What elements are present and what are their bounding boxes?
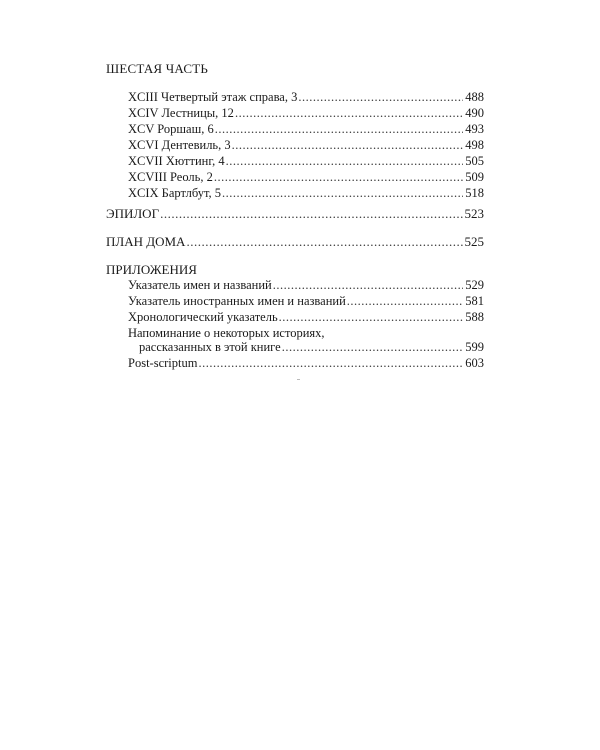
entry-page-number: 518 [465, 186, 484, 200]
dot-leader [273, 277, 463, 293]
entry-label: Указатель имен и названий [128, 278, 272, 292]
appendix-title: ПРИЛОЖЕНИЯ [106, 262, 197, 277]
entry-label: ЭПИЛОГ [106, 206, 160, 221]
entry-page-number: 599 [465, 340, 484, 354]
entry-page-number: 509 [465, 170, 484, 184]
epilogue-entry[interactable] [106, 206, 484, 222]
house-plan-entry[interactable] [106, 234, 484, 250]
postscript-entry[interactable] [128, 355, 484, 371]
dot-leader [282, 339, 463, 355]
toc-entry[interactable] [128, 293, 484, 309]
toc-entry[interactable] [128, 309, 484, 325]
dot-leader [198, 355, 463, 371]
entry-page-number: 525 [464, 234, 484, 249]
entry-page-number: 603 [465, 356, 484, 370]
entry-label: XCVIII Реоль, 2 [128, 170, 213, 184]
part-title: ШЕСТАЯ ЧАСТЬ [106, 61, 208, 76]
entry-label: ПЛАН ДОМА [106, 234, 186, 249]
toc-entry[interactable] [128, 137, 484, 153]
entry-page-number: 523 [464, 206, 484, 221]
dot-leader [160, 206, 463, 222]
entry-page-number: 490 [465, 106, 484, 120]
entry-label: Указатель иностранных имен и названий [128, 294, 346, 308]
entry-page-number: 493 [465, 122, 484, 136]
dot-leader [222, 185, 463, 201]
entry-label: XCV Роршаш, 6 [128, 122, 214, 136]
entry-page-number: 588 [465, 310, 484, 324]
toc-entry[interactable] [128, 105, 484, 121]
toc-entry[interactable] [128, 277, 484, 293]
dot-leader [186, 234, 463, 250]
entry-label: XCIV Лестницы, 12 [128, 106, 234, 120]
entry-label: Post-scriptum [128, 356, 198, 370]
dot-leader [226, 153, 463, 169]
toc-entry[interactable] [128, 169, 484, 185]
entry-label: XCIX Бартлбут, 5 [128, 186, 222, 200]
stories-entry[interactable] [139, 339, 484, 355]
entry-page-number: 498 [465, 138, 484, 152]
dot-leader [235, 105, 463, 121]
entry-label: XCIII Четвертый этаж справа, 3 [128, 90, 298, 104]
entry-label: XCVI Дентевиль, 3 [128, 138, 231, 152]
dot-leader [232, 137, 463, 153]
print-mark [297, 379, 300, 380]
stories-entry-line1[interactable]: Напоминание о некоторых историях, [128, 326, 325, 340]
toc-entry[interactable] [128, 185, 484, 201]
dot-leader [347, 293, 463, 309]
toc-entry[interactable] [128, 89, 484, 105]
entry-label: Хронологический указатель [128, 310, 278, 324]
entry-page-number: 505 [465, 154, 484, 168]
entry-label: рассказанных в этой книге [139, 340, 281, 354]
entry-page-number: 529 [465, 278, 484, 292]
toc-entry[interactable] [128, 153, 484, 169]
entry-page-number: 581 [465, 294, 484, 308]
toc-entry[interactable] [128, 121, 484, 137]
entry-page-number: 488 [465, 90, 484, 104]
dot-leader [279, 309, 463, 325]
entry-label: XCVII Хюттинг, 4 [128, 154, 225, 168]
dot-leader [215, 121, 463, 137]
dot-leader [214, 169, 463, 185]
dot-leader [298, 89, 463, 105]
